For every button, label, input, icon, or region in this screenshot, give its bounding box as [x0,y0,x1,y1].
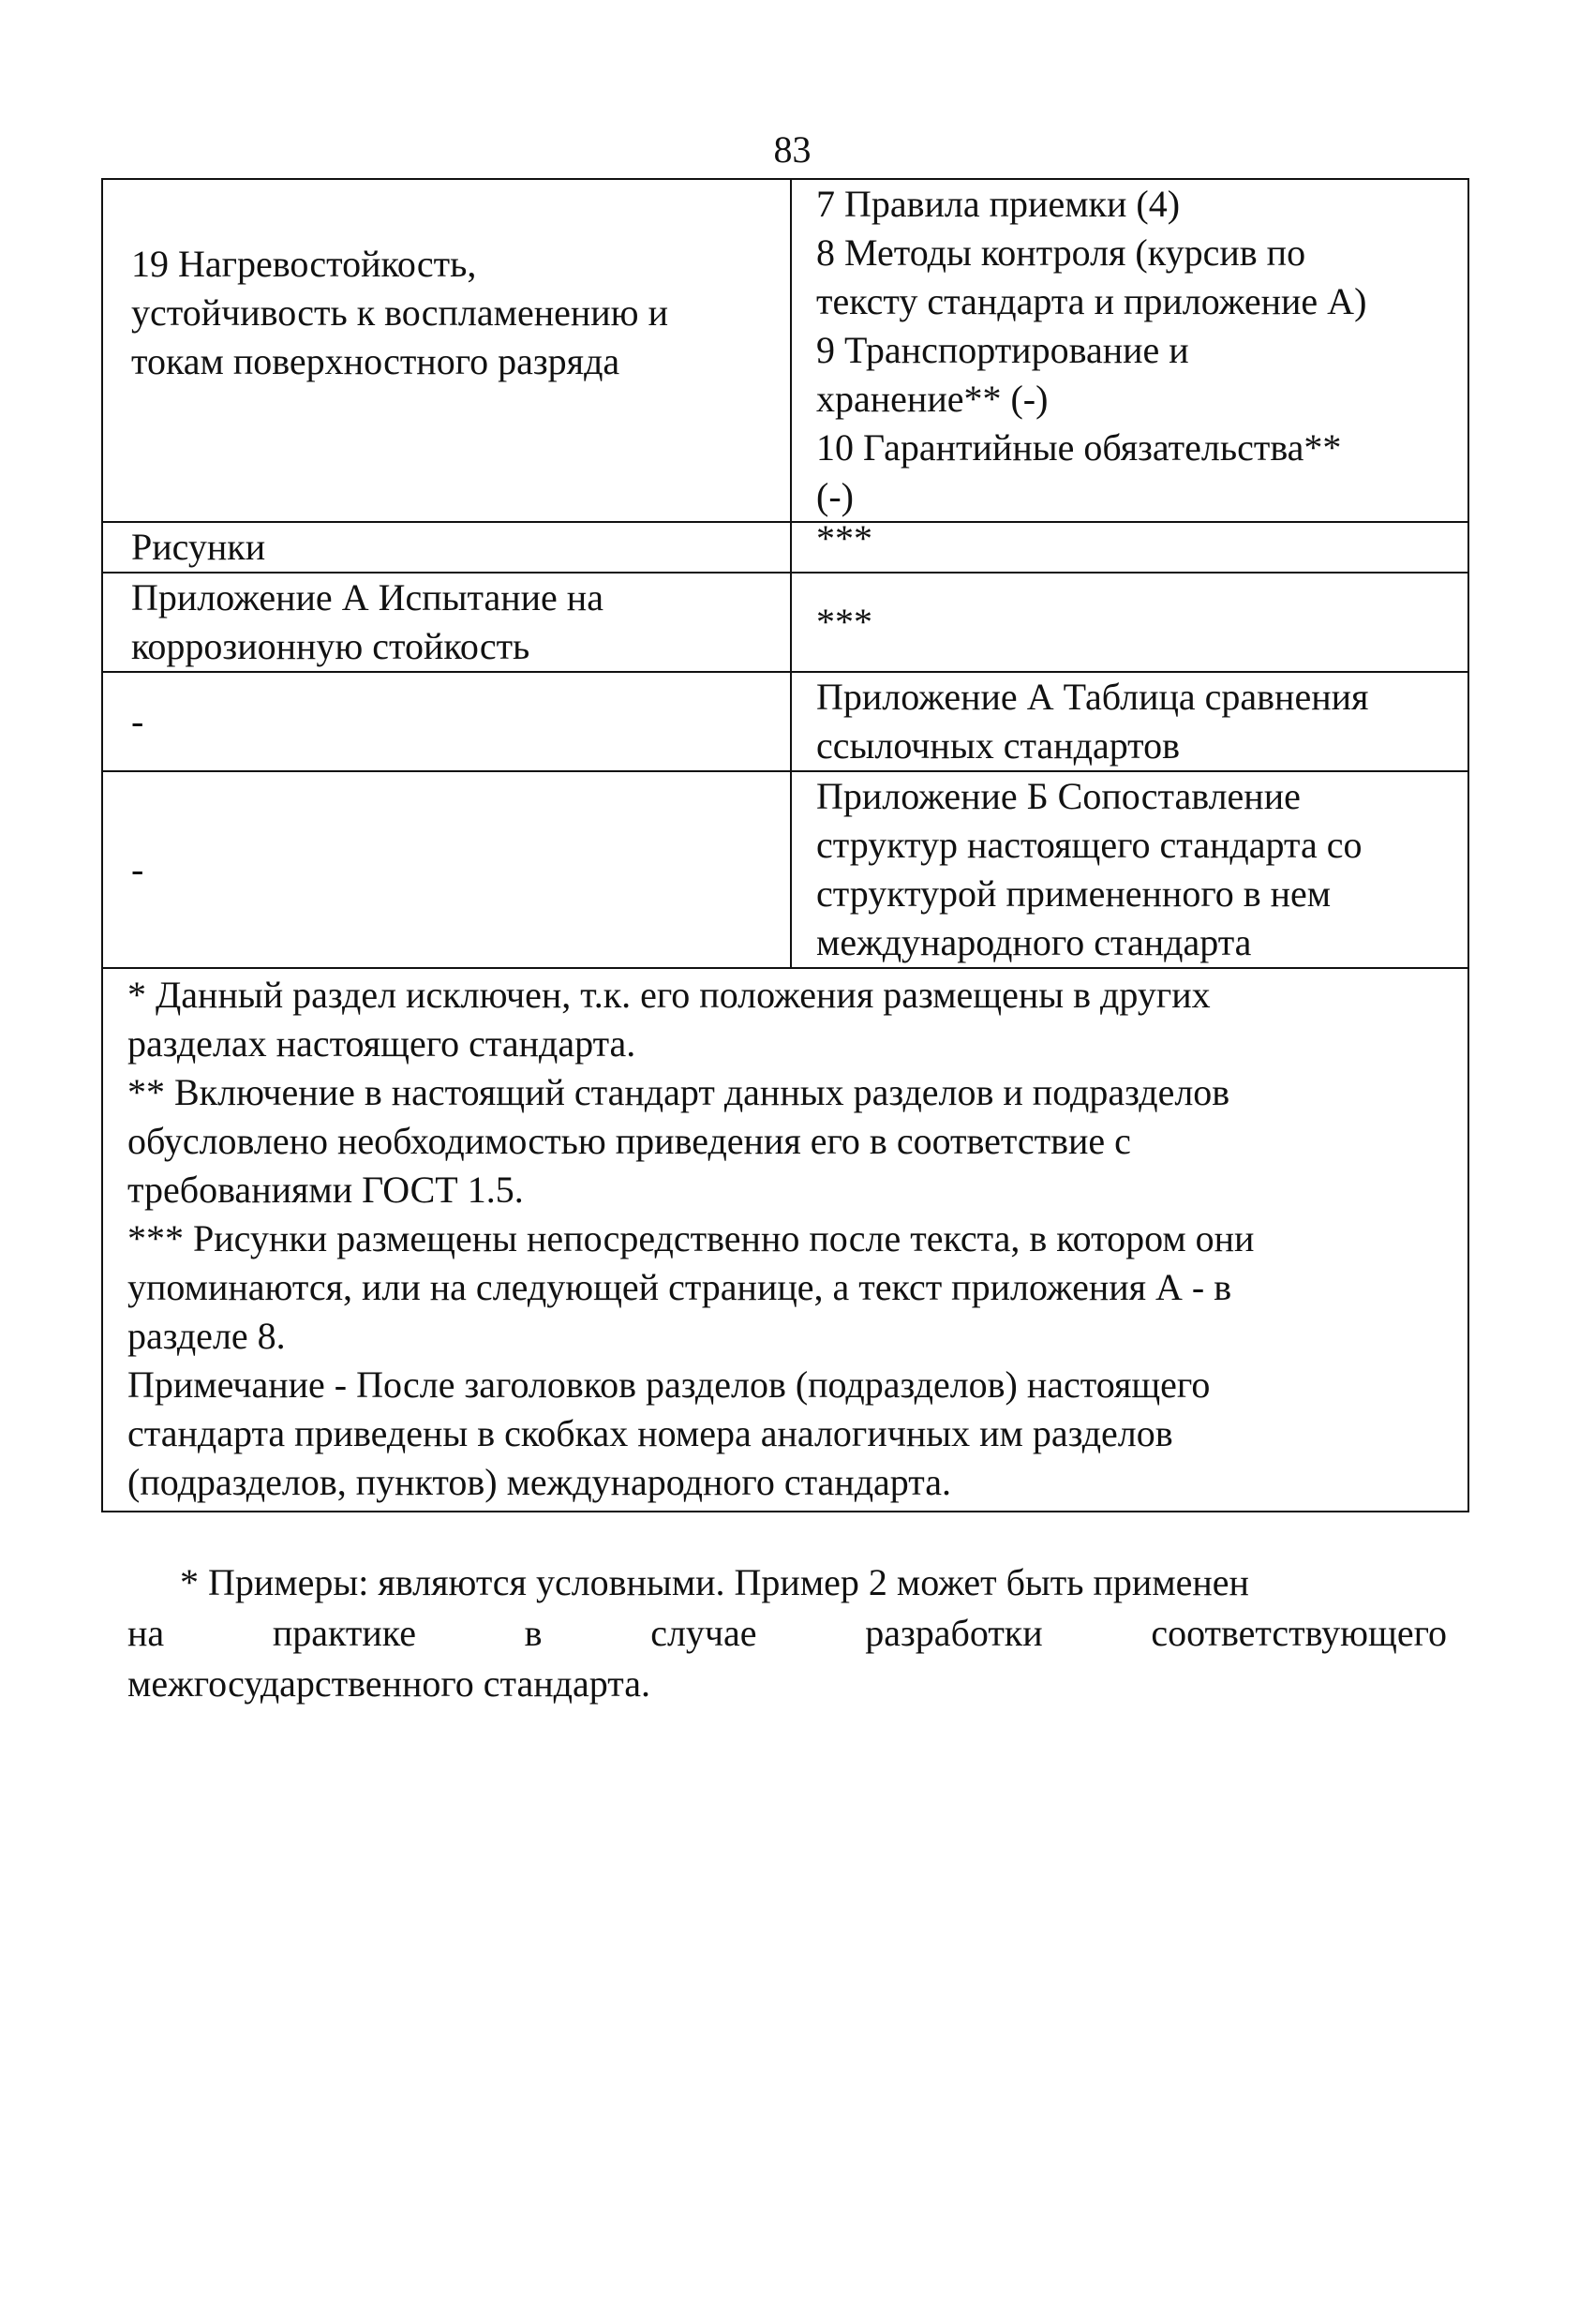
cell-text-line: 10 Гарантийные обязательства** [816,426,1342,469]
cell-text-line: 8 Методы контроля (курсив по [816,231,1306,274]
page-number-text: 83 [773,128,812,171]
cell-text-line: Приложение Б Сопоставление [816,775,1301,817]
cell-text-line: Приложение А Таблица сравнения [816,676,1369,718]
footnote-line: на практике в случае разработки соответствующего [127,1612,1447,1654]
table-cell-left [102,522,791,573]
cell-text-line: коррозионную стойкость [131,625,530,667]
cell-text-line: 19 Нагревостойкость, [131,243,477,285]
note-line: (подразделов, пунктов) международного стандарта. [127,1461,952,1503]
table-row [102,522,1468,573]
cell-text-line: структур настоящего стандарта со [816,824,1363,866]
notes-row [102,968,1468,1512]
cell-text-line: ссылочных стандартов [816,724,1181,767]
note-line: Примечание - После заголовков разделов (подразделов) настоящего [127,1363,1211,1406]
note-line: упоминаются, или на следующей странице, а текст приложения А - в [127,1266,1232,1308]
cell-text-line: - [131,700,144,742]
note-line: * Данный раздел исключен, т.к. его положения размещены в других [127,974,1211,1016]
table-cell-left [102,573,791,672]
cell-text-line: токам поверхностного разряда [131,340,620,382]
table-cell-left [102,179,791,522]
note-line: стандарта приведены в скобках номера аналогичных им разделов [127,1412,1173,1454]
table-cell-left [102,672,791,771]
cell-text-line: 7 Правила приемки (4) [816,183,1181,225]
examples-footnote [127,1557,1447,1709]
note-line: обусловлено необходимостью приведения его в соответствие с [127,1120,1131,1162]
table-row [102,179,1468,522]
note-line: ** Включение в настоящий стандарт данных разделов и подразделов [127,1071,1230,1113]
table-cell-right [791,672,1468,771]
page-number [0,129,1594,171]
note-line: требованиями ГОСТ 1.5. [127,1169,524,1211]
note-line: разделе 8. [127,1315,286,1357]
table-row [102,771,1468,968]
comparison-table [101,178,1469,1512]
table-cell-right [791,522,1468,573]
note-line: разделах настоящего стандарта. [127,1022,636,1065]
table-cell-right [791,573,1468,672]
table-row [102,672,1468,771]
cell-text-line: - [131,848,144,890]
cell-text-line: (-) [816,475,854,517]
footnote-line: межгосударственного стандарта. [127,1662,650,1705]
cell-text-line: 9 Транспортирование и [816,329,1189,371]
footnote-line: * Примеры: являются условными. Пример 2 может быть применен [180,1561,1249,1603]
cell-text-line: устойчивость к воспламенению и [131,291,668,334]
table-cell-left [102,771,791,968]
cell-text-line: тексту стандарта и приложение А) [816,280,1367,322]
cell-text-line: структурой примененного в нем [816,872,1332,915]
table-notes [102,968,1468,1512]
cell-text-line: хранение** (-) [816,378,1049,420]
table-row [102,573,1468,672]
note-line: *** Рисунки размещены непосредственно после текста, в котором они [127,1217,1255,1259]
cell-text-line: *** [816,522,872,559]
table-cell-right [791,179,1468,522]
cell-text-line: международного стандарта [816,921,1252,963]
cell-text-line: *** [816,601,872,643]
table-cell-right [791,771,1468,968]
cell-text-line: Рисунки [131,526,266,568]
cell-text-line: Приложение А Испытание на [131,576,603,618]
